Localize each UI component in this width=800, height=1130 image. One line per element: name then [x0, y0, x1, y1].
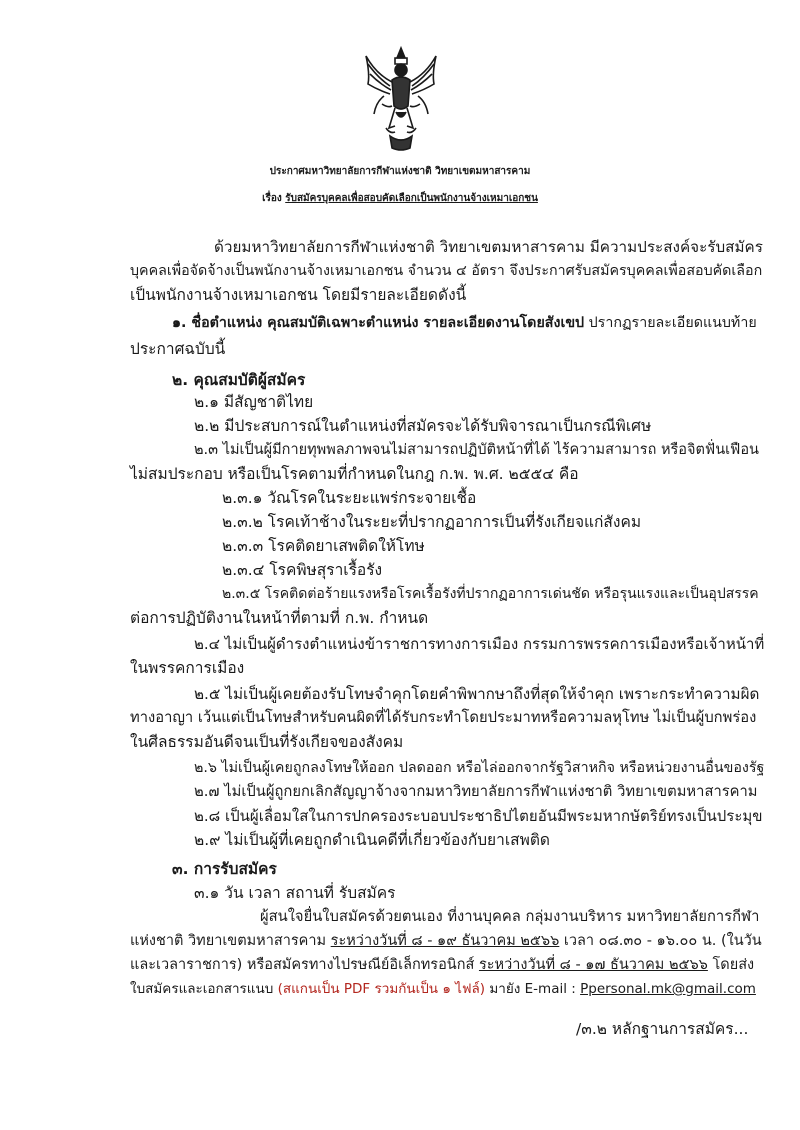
garuda-emblem — [362, 44, 440, 154]
qualification-2-4: ๒.๔ ไม่เป็นผู้ดำรงตำแหน่งข้าราชการทางการเมือง กรรมการพรรคการเมืองหรือเจ้าหน้าที่ — [194, 635, 765, 653]
pdf-requirement: (สแกนเป็น PDF รวมกันเป็น ๑ ไฟล์) — [277, 981, 486, 997]
qualification-2-3-4: ๒.๓.๔ โรคพิษสุราเรื้อรัง — [222, 561, 383, 579]
qualification-2-4-cont: ในพรรคการเมือง — [130, 659, 245, 677]
application-paragraph-3 — [130, 955, 754, 975]
section-3-heading: ๓. การรับสมัคร — [172, 860, 277, 878]
application-paragraph-1: ผู้สนใจยื่นใบสมัครด้วยตนเอง ที่งานบุคคล กลุ่มงานบริหาร มหาวิทยาลัยการกีฬา — [260, 908, 760, 925]
announcement-subject — [0, 189, 800, 209]
qualification-2-5-cont-2: ในศีลธรรมอันดีจนเป็นที่รังเกียจของสังคม — [130, 733, 404, 751]
continued-note: /๓.๒ หลักฐานการสมัคร... — [576, 1020, 749, 1038]
qualification-2-6: ๒.๖ ไม่เป็นผู้เคยถูกลงโทษให้ออก ปลดออก หรือไล่ออกจากรัฐวิสาหกิจ หรือหน่วยงานอื่นของรัฐ — [194, 760, 765, 776]
subject-prefix: เรื่อง — [262, 193, 286, 204]
announcement-title: ประกาศมหาวิทยาลัยการกีฬาแห่งชาติ วิทยาเขตมหาสารคาม — [269, 166, 531, 177]
p3-text-a: และเวลาราชการ) หรือสมัครทางไปรษณีย์อิเล็กทรอนิกส์ — [130, 957, 479, 973]
subject-text: รับสมัครบุคคลเพื่อสอบคัดเลือกเป็นพนักงานจ้างเหมาเอกชน — [285, 193, 538, 204]
intro-line-2: บุคคลเพื่อจัดจ้างเป็นพนักงานจ้างเหมาเอกชน จำนวน ๔ อัตรา จึงประกาศรับสมัครบุคคลเพื่อสอบคัดเลือก — [130, 263, 763, 279]
application-paragraph-4 — [130, 979, 756, 999]
section-1-heading: ๑. ชื่อตำแหน่ง คุณสมบัติเฉพาะตำแหน่ง รายละเอียดงานโดยสังเขป — [172, 315, 585, 331]
application-paragraph-2 — [130, 931, 762, 951]
section-1 — [172, 313, 757, 333]
p2-text-c: เวลา ๐๘.๓๐ - ๑๖.๐๐ น. (ในวัน — [559, 933, 762, 949]
qualification-2-3: ๒.๓ ไม่เป็นผู้มีกายทุพพลภาพจนไม่สามารถปฏิบัติหน้าที่ได้ ไร้ความสามารถ หรือจิตฟั่นเฟือน — [194, 442, 759, 458]
p2-text-a: แห่งชาติ วิทยาเขตมหาสารคาม — [130, 933, 331, 949]
qualification-2-3-5-cont: ต่อการปฏิบัติงานในหน้าที่ตามที่ ก.พ. กำหนด — [130, 609, 429, 627]
qualification-2-5: ๒.๕ ไม่เป็นผู้เคยต้องรับโทษจำคุกโดยคำพิพากษาถึงที่สุดให้จำคุก เพราะกระทำความผิด — [194, 685, 760, 703]
qualification-2-3-2: ๒.๓.๒ โรคเท้าช้างในระยะที่ปรากฏอาการเป็นที่รังเกียจแก่สังคม — [222, 513, 642, 531]
section-1-rest: ปรากฏรายละเอียดแนบท้าย — [584, 315, 757, 331]
qualification-2-8: ๒.๘ เป็นผู้เลื่อมใสในการปกครองระบอบประชาธิปไตยอันมีพระมหากษัตริย์ทรงเป็นประมุข — [194, 807, 763, 825]
p4-text-c: มายัง E-mail : — [485, 981, 581, 997]
qualification-2-5-cont-1: ทางอาญา เว้นแต่เป็นโทษสำหรับคนผิดที่ได้รับกระทำโดยประมาทหรือความลหุโทษ ไม่เป็นผู้บกพร่อง — [130, 709, 757, 726]
qualification-2-7: ๒.๗ ไม่เป็นผู้ถูกยกเลิกสัญญาจ้างจากมหาวิทยาลัยการกีฬาแห่งชาติ วิทยาเขตมหาสารคาม — [194, 783, 758, 800]
section-2-heading: ๒. คุณสมบัติผู้สมัคร — [172, 371, 306, 389]
qualification-2-3-5: ๒.๓.๕ โรคติดต่อร้ายแรงหรือโรคเรื้อรังที่ปรากฏอาการเด่นชัด หรือรุนแรงและเป็นอุปสรรค — [222, 586, 759, 602]
qualification-2-3-cont: ไม่สมประกอบ หรือเป็นโรคตามที่กำหนดในกฎ ก.พ. พ.ศ. ๒๕๕๔ คือ — [130, 465, 579, 483]
email-period: ระหว่างวันที่ ๘ - ๑๗ ธันวาคม ๒๕๖๖ — [478, 957, 708, 973]
walk-in-period: ระหว่างวันที่ ๘ - ๑๙ ธันวาคม ๒๕๖๖ — [330, 933, 560, 949]
section-1-line-2: ประกาศฉบับนี้ — [130, 340, 226, 358]
intro-line-3: เป็นพนักงานจ้างเหมาเอกชน โดยมีรายละเอียดดังนี้ — [130, 286, 467, 304]
qualification-2-3-1: ๒.๓.๑ วัณโรคในระยะแพร่กระจายเชื้อ — [222, 489, 477, 507]
qualification-2-9: ๒.๙ ไม่เป็นผู้ที่เคยถูกดำเนินคดีที่เกี่ยวข้องกับยาเสพติด — [194, 831, 550, 849]
qualification-2-2: ๒.๒ มีประสบการณ์ในตำแหน่งที่สมัครจะได้รับพิจารณาเป็นกรณีพิเศษ — [194, 417, 652, 435]
section-3-1-heading: ๓.๑ วัน เวลา สถานที่ รับสมัคร — [194, 884, 396, 902]
contact-email: Ppersonal.mk@gmail.com — [580, 981, 756, 997]
qualification-2-1: ๒.๑ มีสัญชาติไทย — [194, 393, 314, 411]
p4-text-a: ใบสมัครและเอกสารแนบ — [130, 981, 278, 997]
p3-text-c: โดยส่ง — [707, 957, 755, 973]
qualification-2-3-3: ๒.๓.๓ โรคติดยาเสพติดให้โทษ — [222, 537, 425, 555]
intro-line-1: ด้วยมหาวิทยาลัยการกีฬาแห่งชาติ วิทยาเขตมหาสารคาม มีความประสงค์จะรับสมัคร — [214, 238, 763, 256]
